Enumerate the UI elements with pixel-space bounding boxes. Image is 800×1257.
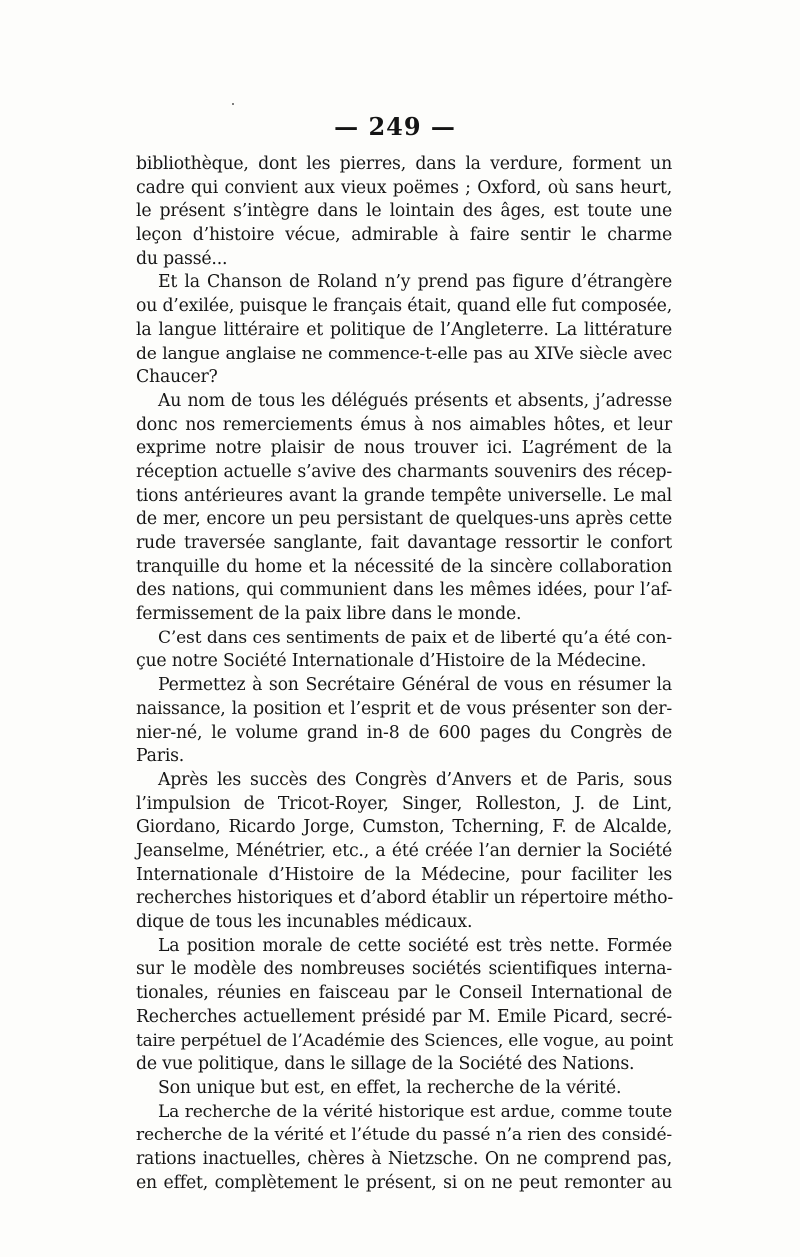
text-line: de vue politique, dans le sillage de la Société des Nations. <box>136 1054 635 1075</box>
text-line: taire perpétuel de l’Académie des Sciences, elle vogue, au point <box>136 1030 673 1051</box>
text-line: cadre qui convient aux vieux poëmes ; Oxford, où sans heurt, <box>136 177 672 198</box>
text-line: Au nom de tous les délégués présents et absents, j’adresse <box>158 390 672 411</box>
text-line: leçon d’histoire vécue, admirable à faire sentir le charme <box>136 225 672 246</box>
text-line: Après les succès des Congrès d’Anvers et de Paris, sous <box>158 769 672 790</box>
text-line: çue notre Société Internationale d’Histoire de la Médecine. <box>136 651 647 672</box>
text-line: Chaucer? <box>136 367 218 388</box>
text-line: ou d’exilée, puisque le français était, quand elle fut composée, <box>136 296 672 317</box>
text-line: Son unique but est, en effet, la recherche de la vérité. <box>158 1077 622 1098</box>
print-speck <box>232 103 234 105</box>
text-line: Giordano, Ricardo Jorge, Cumston, Tcherning, F. de Alcalde, <box>136 817 672 838</box>
text-line: La recherche de la vérité historique est ardue, comme toute <box>158 1101 672 1122</box>
text-line: Et la Chanson de Roland n’y prend pas figure d’étrangère <box>158 272 672 293</box>
text-line: tions antérieures avant la grande tempête universelle. Le mal <box>136 485 672 506</box>
text-line: rude traversée sanglante, fait davantage ressortir le confort <box>136 533 672 553</box>
text-line: Permettez à son Secrétaire Général de vous en résumer la <box>158 675 672 696</box>
text-line: du passé... <box>136 248 228 269</box>
text-line: en effet, complètement le présent, si on ne peut remonter au <box>136 1172 672 1193</box>
text-line: bibliothèque, dont les pierres, dans la verdure, forment un <box>136 154 672 174</box>
text-line: dique de tous les incunables médicaux. <box>136 912 473 932</box>
text-line: Recherches actuellement présidé par M. Emile Picard, secré- <box>136 1006 672 1027</box>
text-line: sur le modèle des nombreuses sociétés scientifiques interna- <box>136 959 672 980</box>
body-text <box>136 153 672 1195</box>
text-line: tionales, réunies en faisceau par le Conseil International de <box>136 983 672 1004</box>
text-line: l’impulsion de Tricot-Royer, Singer, Rolleston, J. de Lint, <box>136 793 672 814</box>
text-line: Paris. <box>136 746 185 767</box>
text-line: Jeanselme, Ménétrier, etc., a été créée l’an dernier la Société <box>136 840 672 861</box>
text-line: rations inactuelles, chères à Nietzsche. On ne comprend pas, <box>136 1148 672 1169</box>
text-line: de mer, encore un peu persistant de quelques-uns après cette <box>136 509 672 530</box>
text-line: exprime notre plaisir de nous trouver ici. L’agrément de la <box>136 438 672 459</box>
text-line: recherche de la vérité et l’étude du passé n’a rien des considé- <box>136 1125 672 1146</box>
text-line: donc nos remerciements émus à nos aimables hôtes, et leur <box>136 414 672 435</box>
text-line: de langue anglaise ne commence-t-elle pas au XIVe siècle avec <box>136 343 672 364</box>
text-line: réception actuelle s’avive des charmants souvenirs des récep- <box>136 461 672 482</box>
page-number: — 249 — <box>334 112 456 141</box>
text-line: la langue littéraire et politique de l’Angleterre. La littérature <box>136 319 672 340</box>
text-line: La position morale de cette société est très nette. Formée <box>158 935 672 956</box>
text-line: Internationale d’Histoire de la Médecine, pour faciliter les <box>136 864 672 885</box>
text-line: nier-né, le volume grand in-8 de 600 pages du Congrès de <box>136 722 672 743</box>
text-line: le présent s’intègre dans le lointain des âges, est toute une <box>136 201 672 222</box>
text-line: fermissement de la paix libre dans le monde. <box>136 604 522 625</box>
text-line: des nations, qui communient dans les mêmes idées, pour l’af- <box>136 580 672 601</box>
text-line: recherches historiques et d’abord établir un répertoire métho- <box>136 888 673 909</box>
text-line: tranquille du home et la nécessité de la sincère collaboration <box>136 556 672 577</box>
text-line: C’est dans ces sentiments de paix et de liberté qu’a été con- <box>158 627 672 648</box>
text-line: naissance, la position et l’esprit et de vous présenter son der- <box>136 698 672 719</box>
